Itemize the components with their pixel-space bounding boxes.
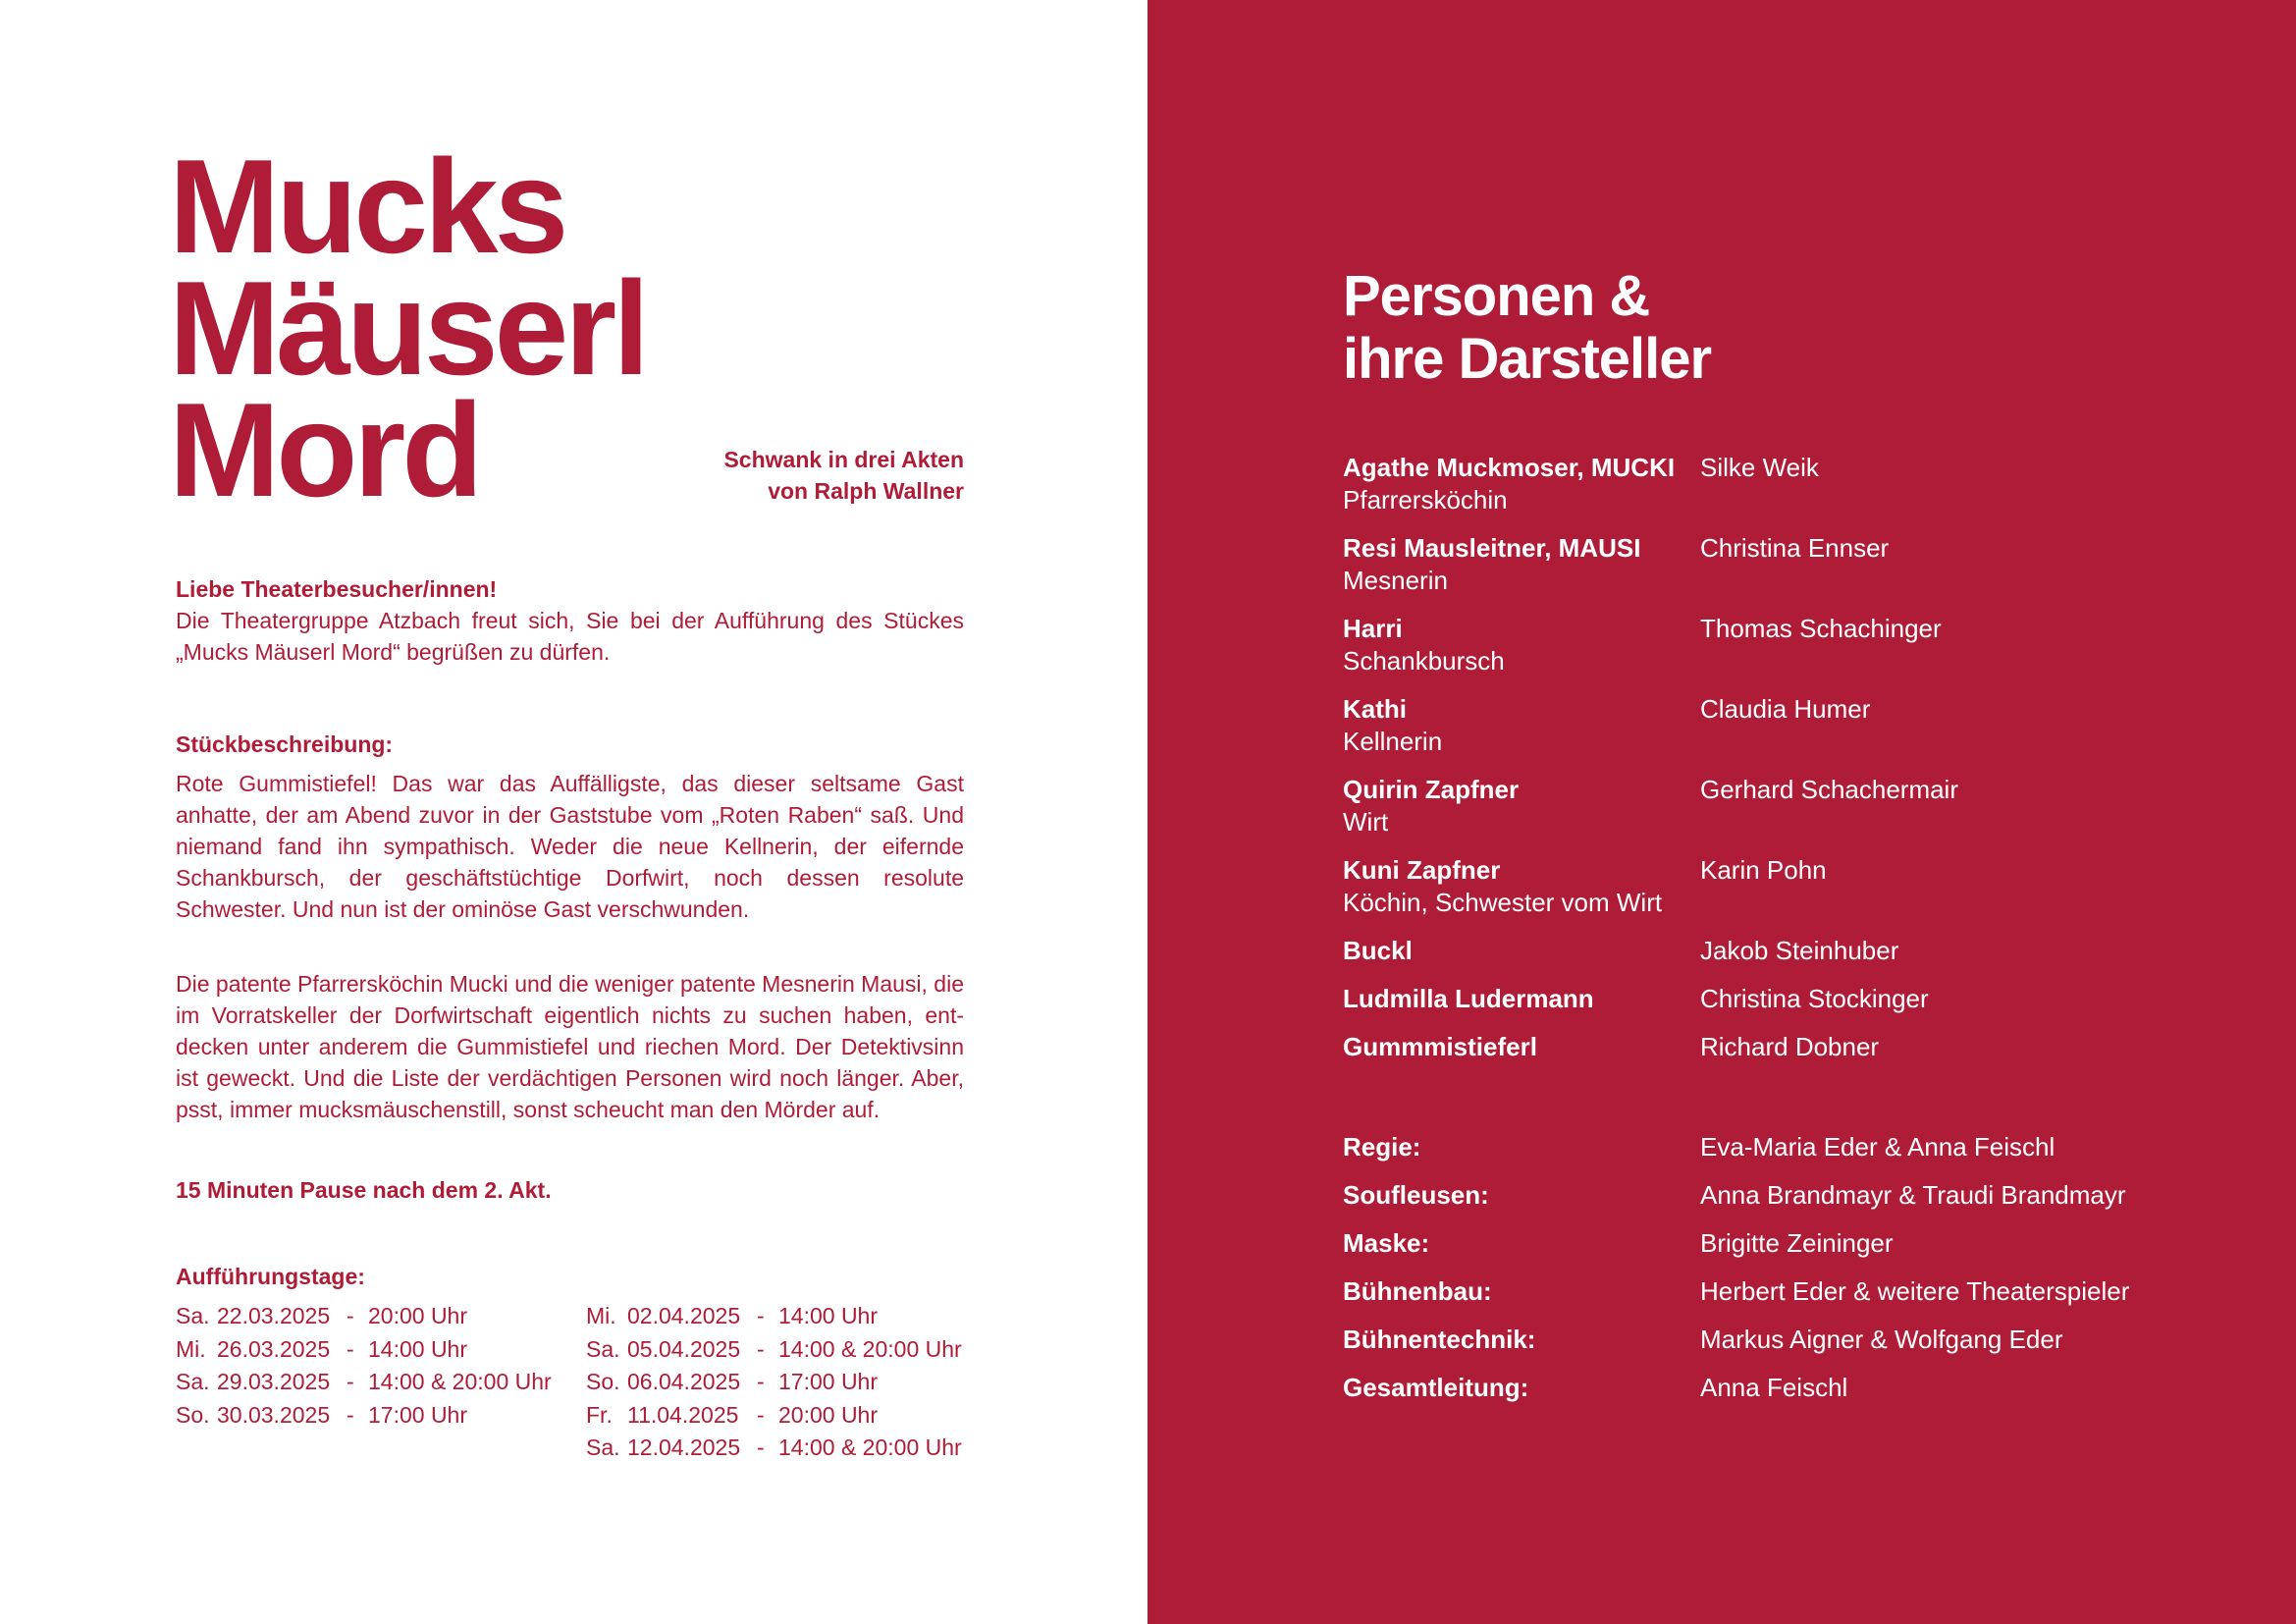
time: 14:00 & 20:00 Uhr [368, 1369, 552, 1394]
subtitle-genre: Schwank in drei Akten [723, 447, 964, 472]
weekday: So. [176, 1401, 210, 1428]
greeting-heading: Liebe Theaterbesucher/innen! [176, 576, 498, 602]
time: 20:00 Uhr [778, 1401, 879, 1428]
role-name: Agathe Muckmoser, MUCKI [1343, 453, 1676, 482]
greeting-text: Die Theatergruppe Atzbach freut sich, Sie bei der Aufführung des Stückes „Mucks Mäuserl Mord“ begrüßen zu dürfen. [176, 608, 964, 665]
performance-date-row [586, 1432, 962, 1465]
separator: - [347, 1401, 354, 1428]
role [1343, 1031, 1700, 1063]
role-name: Kathi [1343, 694, 1407, 724]
actor-name: Karin Pohn [1700, 855, 1827, 885]
time: 14:00 Uhr [368, 1335, 468, 1362]
performance-date-row [176, 1399, 552, 1433]
crew-member: Eva-Maria Eder & Anna Feischl [1700, 1132, 2056, 1162]
date: 22.03.2025 [217, 1303, 331, 1328]
role [1343, 613, 1700, 677]
role [1343, 935, 1700, 967]
actor-name: Christina Ennser [1700, 533, 1890, 563]
actor-name: Thomas Schachinger [1700, 614, 1942, 643]
separator: - [347, 1369, 354, 1394]
pause-note: 15 Minuten Pause nach dem 2. Akt. [176, 1177, 552, 1203]
cast-row [1343, 1031, 2226, 1063]
play-subtitle [723, 444, 964, 507]
performance-dates-column-1 [176, 1300, 552, 1432]
date: 29.03.2025 [217, 1369, 331, 1394]
date: 26.03.2025 [217, 1335, 331, 1362]
crew-member: Anna Brandmayr & Traudi Brandmayr [1700, 1180, 2126, 1210]
role-description: Kellnerin [1343, 727, 1443, 756]
role-name: Ludmilla Ludermann [1343, 984, 1594, 1013]
role-description: Pfarrersköchin [1343, 485, 1508, 514]
cast-heading-line-1: Personen & [1343, 264, 1650, 328]
crew-member: Brigitte Zeininger [1700, 1228, 1894, 1258]
crew-row [1343, 1227, 2226, 1275]
crew-role-label: Gesamtleitung: [1343, 1373, 1529, 1402]
actor-name: Jakob Steinhuber [1700, 936, 1899, 965]
weekday: So. [586, 1369, 620, 1394]
time: 14:00 & 20:00 Uhr [778, 1435, 962, 1460]
cast-heading [1343, 265, 1711, 391]
actor-name: Gerhard Schachermair [1700, 775, 1958, 804]
role [1343, 774, 1700, 839]
description-section-2 [176, 968, 964, 1125]
time: 17:00 Uhr [778, 1369, 879, 1394]
separator: - [347, 1303, 354, 1328]
role-name: Resi Mausleitner, MAUSI [1343, 533, 1641, 563]
cast-row [1343, 532, 2226, 597]
date: 05.04.2025 [627, 1335, 741, 1362]
performance-date-row [586, 1366, 962, 1399]
performance-date-row [176, 1300, 552, 1333]
crew-row [1343, 1179, 2226, 1227]
weekday: Sa. [176, 1303, 210, 1328]
performance-date-row [586, 1399, 962, 1433]
actor-name: Christina Stockinger [1700, 984, 1929, 1013]
cast-row [1343, 452, 2226, 516]
play-title-line: Mäuserl [169, 253, 646, 403]
role-name: Gummmistieferl [1343, 1032, 1537, 1061]
role [1343, 983, 1700, 1015]
description-paragraph-1: Rote Gummistiefel! Das war das Auffälligste, das dieser seltsame Gast anhatte, der am Abend zuvor in der Gaststube vom „Roten Raben“ saß. Und niemand fand ihn sympathisch. Weder die neue Kellnerin, der eifernde Schankbursch, der geschäftstüchtige Dorfwirt, noch dessen resolute Schwester. Und nun ist der ominöse Gast verschwunden. [176, 771, 964, 922]
role [1343, 854, 1700, 919]
crew-row [1343, 1324, 2226, 1372]
role-name: Quirin Zapfner [1343, 775, 1520, 804]
play-title-line: Mord [169, 375, 480, 524]
weekday: Sa. [176, 1369, 210, 1394]
role-description: Schankbursch [1343, 646, 1505, 676]
role [1343, 532, 1700, 597]
separator: - [757, 1435, 765, 1460]
cast-row [1343, 693, 2226, 758]
separator: - [757, 1369, 765, 1394]
performance-date-row [586, 1300, 962, 1333]
date: 02.04.2025 [627, 1303, 741, 1328]
crew-row [1343, 1275, 2226, 1324]
weekday: Sa. [586, 1335, 620, 1362]
crew-role-label: Maske: [1343, 1228, 1430, 1258]
cast-row [1343, 935, 2226, 967]
play-title [169, 132, 646, 524]
performance-dates-column-2 [586, 1300, 962, 1465]
performances-heading: Aufführungstage: [176, 1264, 365, 1289]
actor-name: Silke Weik [1700, 453, 1819, 482]
weekday: Mi. [176, 1335, 206, 1362]
time: 20:00 Uhr [368, 1303, 468, 1328]
weekday: Mi. [586, 1303, 616, 1328]
description-heading: Stückbeschreibung: [176, 731, 394, 757]
separator: - [757, 1303, 765, 1328]
role-description: Mesnerin [1343, 566, 1448, 595]
description-paragraph-2: Die patente Pfarrersköchin Mucki und die weniger patente Mesnerin Mausi, die im Vorratskeller der Dorfwirtschaft eigentlich nichts zu suchen haben, ent-decken unter anderem die Gummistiefel und riechen Mord. Der Detektivsinn ist geweckt. Und die Liste der verdächtigen Personen wird noch länger. Aber, psst, immer mucksmäuschenstill, sonst scheucht man den Mörder auf. [176, 971, 964, 1122]
time: 14:00 Uhr [778, 1303, 879, 1328]
time: 17:00 Uhr [368, 1401, 468, 1428]
date: 11.04.2025 [627, 1401, 739, 1428]
performance-date-row [176, 1366, 552, 1399]
crew-role-label: Bühnenbau: [1343, 1276, 1492, 1306]
crew-role-label: Bühnentechnik: [1343, 1325, 1536, 1354]
separator: - [757, 1401, 765, 1428]
time: 14:00 & 20:00 Uhr [778, 1335, 962, 1362]
crew-row [1343, 1131, 2226, 1179]
crew-member: Herbert Eder & weitere Theaterspieler [1700, 1276, 2130, 1306]
play-title-line: Mucks [169, 132, 565, 281]
actor-name: Claudia Humer [1700, 694, 1871, 724]
role-description: Wirt [1343, 807, 1389, 837]
role-description: Köchin, Schwester vom Wirt [1343, 888, 1663, 917]
date: 06.04.2025 [627, 1369, 741, 1394]
date: 30.03.2025 [217, 1401, 331, 1428]
role-name: Harri [1343, 614, 1403, 643]
actor-name: Richard Dobner [1700, 1032, 1880, 1061]
performance-date-row [586, 1333, 962, 1367]
crew-list [1343, 1131, 2226, 1420]
weekday: Fr. [586, 1401, 613, 1428]
role [1343, 693, 1700, 758]
separator: - [757, 1335, 765, 1362]
crew-member: Markus Aigner & Wolfgang Eder [1700, 1325, 2063, 1354]
description-section [176, 768, 964, 925]
weekday: Sa. [586, 1435, 620, 1460]
role-name: Buckl [1343, 936, 1413, 965]
role-name: Kuni Zapfner [1343, 855, 1501, 885]
cast-list [1343, 452, 2226, 1079]
subtitle-author: von Ralph Wallner [768, 478, 964, 504]
separator: - [347, 1335, 354, 1362]
performance-date-row [176, 1333, 552, 1367]
cast-row [1343, 613, 2226, 677]
date: 12.04.2025 [627, 1435, 741, 1460]
crew-row [1343, 1372, 2226, 1420]
cast-row [1343, 854, 2226, 919]
crew-member: Anna Feischl [1700, 1373, 1848, 1402]
cast-row [1343, 774, 2226, 839]
greeting-section [176, 573, 964, 668]
crew-role-label: Soufleusen: [1343, 1180, 1489, 1210]
role [1343, 452, 1700, 516]
crew-role-label: Regie: [1343, 1132, 1421, 1162]
cast-row [1343, 983, 2226, 1015]
cast-heading-line-2: ihre Darsteller [1343, 327, 1712, 391]
